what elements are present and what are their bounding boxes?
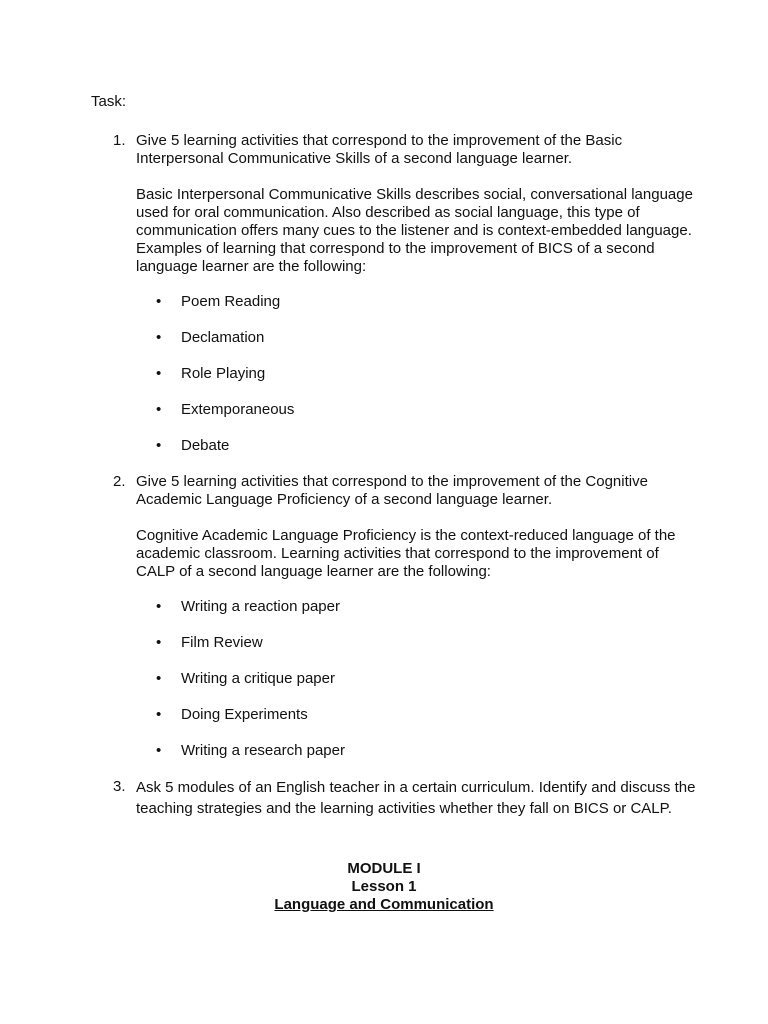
list-item-label: Film Review — [181, 634, 263, 651]
lesson-subtitle — [0, 896, 768, 914]
item-2-answer: Cognitive Academic Language Proficiency is the context-reduced language of the academic classroom. Learning activities that correspond to the improvement of CALP of a second language learner are the following: — [136, 527, 676, 580]
list-item-label: Doing Experiments — [181, 706, 308, 723]
bullet-icon: • — [156, 670, 162, 687]
bullet-icon: • — [156, 437, 162, 454]
bullet-icon: • — [156, 742, 162, 759]
list-item-label: Poem Reading — [181, 293, 281, 310]
item-3-question: Ask 5 modules of an English teacher in a certain curriculum. Identify and discuss the teaching strategies and the learning activities whether they fall on BICS or CALP. — [136, 779, 696, 817]
list-item-label: Declamation — [181, 329, 265, 346]
list-item-label: Extemporaneous — [181, 401, 295, 418]
bullet-icon: • — [156, 598, 162, 615]
list-item-label: Writing a research paper — [181, 742, 345, 759]
bullet-icon: • — [156, 329, 162, 346]
item-3-number: 3. — [113, 778, 126, 795]
bullet-icon: • — [156, 706, 162, 723]
item-1-number: 1. — [113, 132, 126, 149]
list-item-label: Debate — [181, 437, 230, 454]
item-1-answer: Basic Interpersonal Communicative Skills describes social, conversational language used for oral communication. Also described as social language, this type of communication offers many cues to the listener and is context-embedded language. Examples of learning that correspond to the improvement of BICS of a second language learner are the following: — [136, 186, 693, 275]
lesson-title: Lesson 1 — [351, 878, 417, 895]
task-label: Task: — [91, 93, 127, 110]
lesson-subtitle-text: Language and Communication — [274, 896, 494, 913]
list-item-label: Role Playing — [181, 365, 266, 382]
bullet-icon: • — [156, 401, 162, 418]
item-1-question: Give 5 learning activities that correspond to the improvement of the Basic Interpersonal Communicative Skills of a second language learner. — [136, 132, 623, 167]
list-item-label: Writing a reaction paper — [181, 598, 340, 615]
module-title: MODULE I — [347, 860, 421, 877]
item-2-question: Give 5 learning activities that correspond to the improvement of the Cognitive Academic Language Proficiency of a second language learner. — [136, 473, 648, 508]
bullet-icon: • — [156, 634, 162, 651]
list-item-label: Writing a critique paper — [181, 670, 335, 687]
bullet-icon: • — [156, 365, 162, 382]
item-2-number: 2. — [113, 473, 126, 490]
bullet-icon: • — [156, 293, 162, 310]
